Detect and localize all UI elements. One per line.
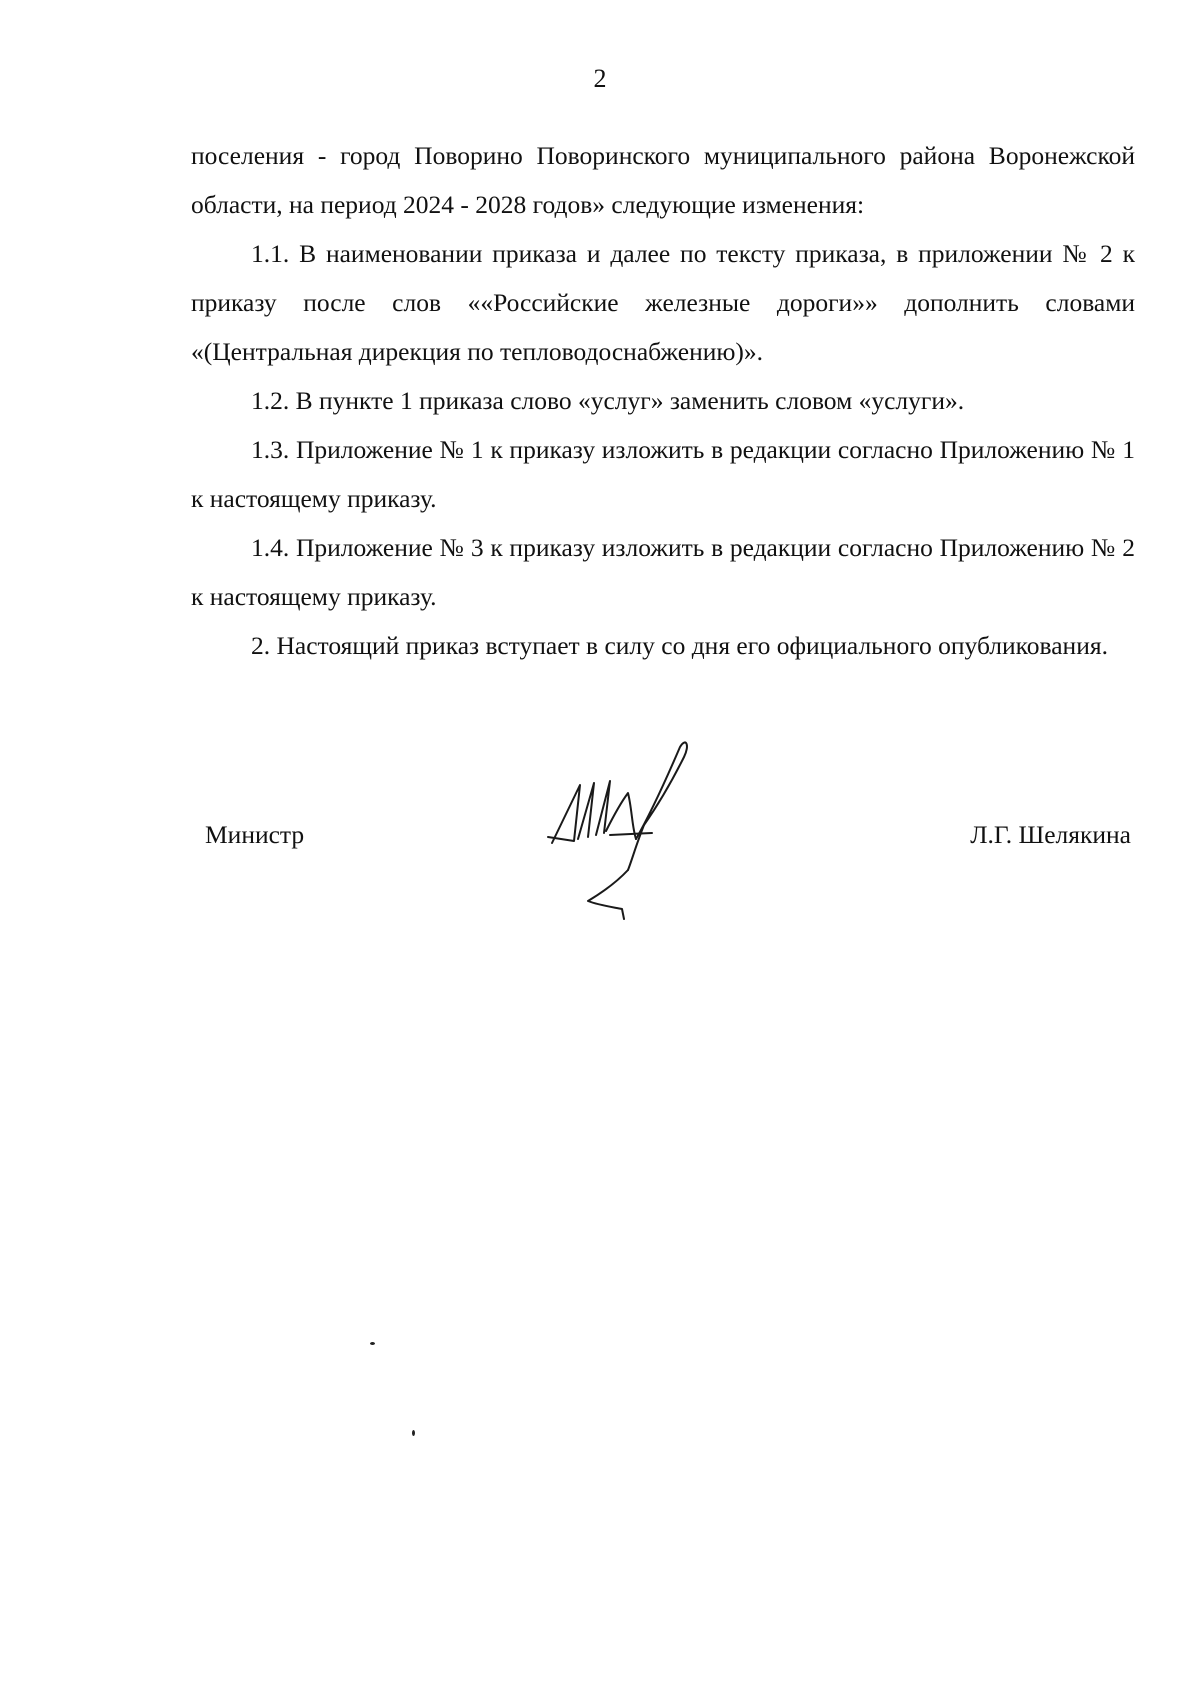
handwritten-signature [540,735,700,920]
paragraph-item-1-3: 1.3. Приложение № 1 к приказу изложить в редакции согласно Приложению № 1 к настоящему приказу. [191,435,1135,513]
paragraph-item-1-2: 1.2. В пункте 1 приказа слово «услуг» заменить словом «услуги». [251,386,965,415]
paragraph-item-1-1: 1.1. В наименовании приказа и далее по тексту приказа, в приложении № 2 к приказу после слов ««Российские железные дороги»» дополнить словами «(Центральная дирекция по тепловодоснабжению)». [191,239,1135,366]
paragraph-continuation: поселения - город Поворино Поворинского муниципального района Воронежской области, на период 2024 - 2028 годов» следующие изменения: [191,141,1135,219]
signatory-title: Министр [205,820,305,849]
page-number: 2 [593,64,607,93]
scan-speck [370,1342,375,1345]
scan-speck [412,1430,415,1436]
paragraph-item-1-4: 1.4. Приложение № 3 к приказу изложить в редакции согласно Приложению № 2 к настоящему приказу. [191,533,1135,611]
signatory-name: Л.Г. Шелякина [970,820,1131,849]
paragraph-item-2: 2. Настоящий приказ вступает в силу со дня его официального опубликования. [251,631,1108,660]
document-body [191,131,1135,670]
